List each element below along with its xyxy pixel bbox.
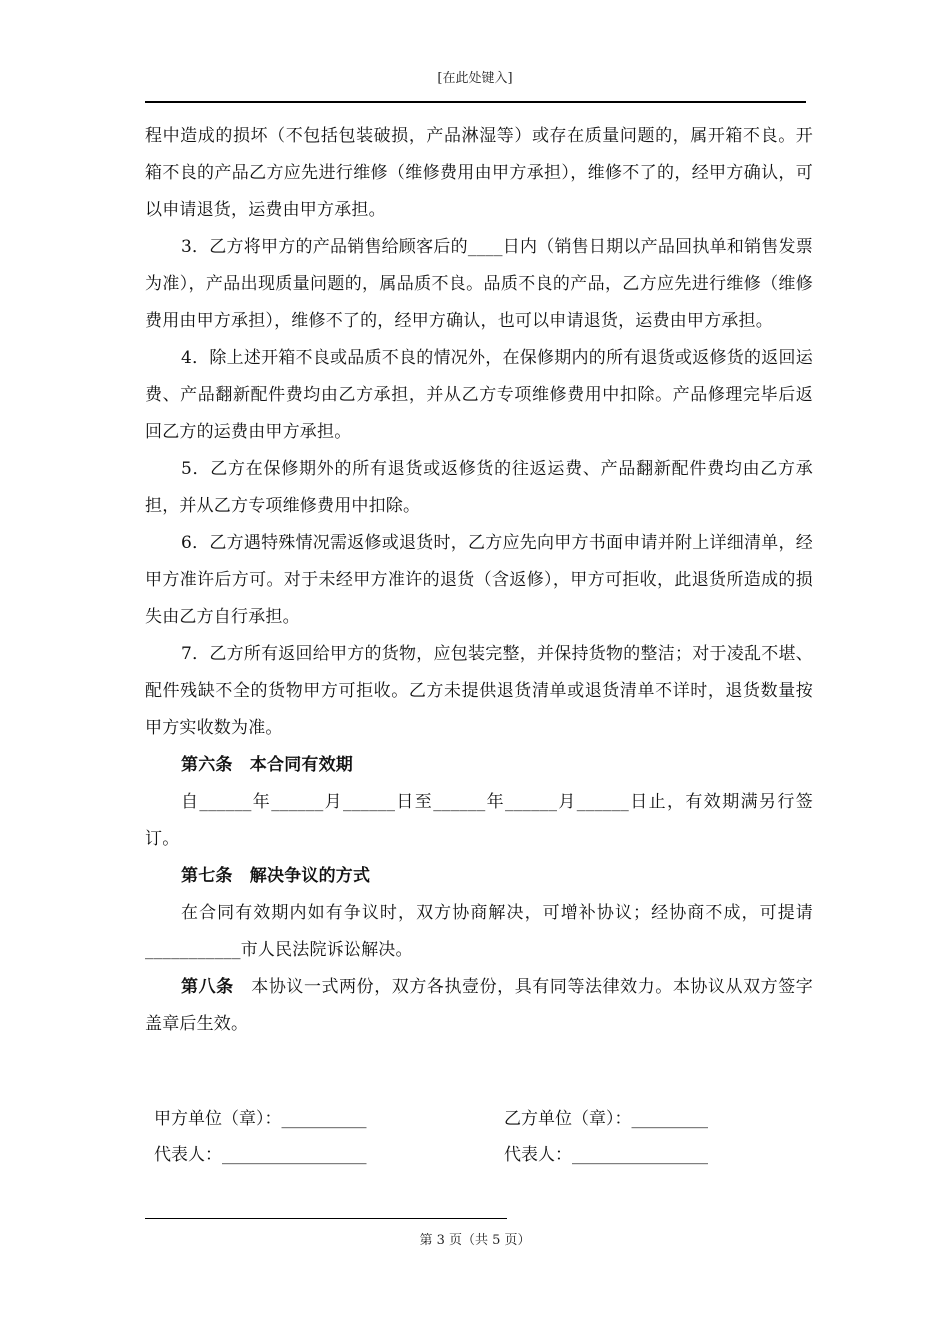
article-7-heading: 第七条 解决争议的方式 xyxy=(181,866,371,886)
article-6-heading: 第六条 本合同有效期 xyxy=(181,755,353,775)
party-a-representative-field: 代表人：_________________ xyxy=(154,1145,367,1165)
clause-4: 4．除上述开箱不良或品质不良的情况外，在保修期内的所有退货或返修货的返回运费、产品翻新配件费均由乙方承担，并从乙方专项维修费用中扣除。产品修理完毕后返回乙方的运费由甲方承担。 xyxy=(145,348,813,442)
page-header: [在此处键入] xyxy=(437,71,513,86)
article-6-text: 自______年______月______日至______年______月______日止，有效期满另行签订。 xyxy=(145,792,813,849)
signature-row-representative xyxy=(154,1140,794,1170)
article-8-heading: 第八条 xyxy=(181,977,234,997)
article-8-paragraph xyxy=(145,969,813,1043)
clause-7: 7．乙方所有返回给甲方的货物，应包装完整，并保持货物的整洁；对于凌乱不堪、配件残缺不全的货物甲方可拒收。乙方未提供退货清单或退货清单不详时，退货数量按甲方实收数为准。 xyxy=(145,644,813,738)
header-divider xyxy=(145,101,806,103)
page-number: 第 3 页（共 5 页） xyxy=(419,1233,531,1248)
party-b-representative-field: 代表人：________________ xyxy=(504,1145,708,1165)
article-7-text: 在合同有效期内如有争议时，双方协商解决，可增补协议；经协商不成，可提请___________市人民法院诉讼解决。 xyxy=(145,903,813,960)
clause-6: 6．乙方遇特殊情况需返修或退货时，乙方应先向甲方书面申请并附上详细清单，经甲方准许后方可。对于未经甲方准许的退货（含返修），甲方可拒收，此退货所造成的损失由乙方自行承担。 xyxy=(145,533,813,627)
article-8-text: 本协议一式两份，双方各执壹份，具有同等法律效力。本协议从双方签字盖章后生效。 xyxy=(145,977,813,1034)
document-body xyxy=(145,118,813,1043)
party-b-unit-field: 乙方单位（章）：_________ xyxy=(504,1109,708,1129)
party-a-unit-field: 甲方单位（章）：__________ xyxy=(154,1109,367,1129)
footer-divider xyxy=(145,1218,507,1219)
signature-row-unit xyxy=(154,1104,794,1134)
clause-5: 5．乙方在保修期外的所有退货或返修货的往返运费、产品翻新配件费均由乙方承担，并从乙方专项维修费用中扣除。 xyxy=(145,459,813,516)
paragraph-continued: 程中造成的损坏（不包括包装破损，产品淋湿等）或存在质量问题的，属开箱不良。开箱不良的产品乙方应先进行维修（维修费用由甲方承担），维修不了的，经甲方确认，可以申请退货，运费由甲方承担。 xyxy=(145,126,813,220)
clause-3: 3．乙方将甲方的产品销售给顾客后的____日内（销售日期以产品回执单和销售发票为准），产品出现质量问题的，属品质不良。品质不良的产品，乙方应先进行维修（维修费用由甲方承担），维修不了的，经甲方确认，也可以申请退货，运费由甲方承担。 xyxy=(145,237,813,331)
